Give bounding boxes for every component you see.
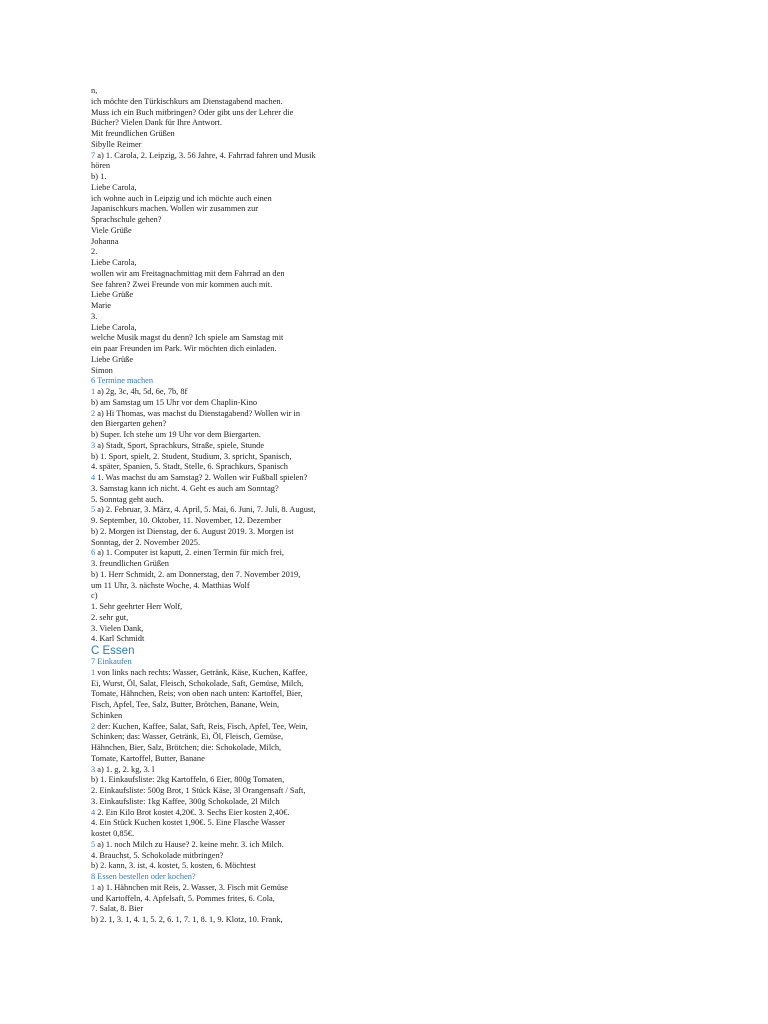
text-line [91,140,351,151]
line-text: a) Stadt, Sport, Sprachkurs, Straße, spiele, Stunde [95,440,265,450]
line-text: 4. Karl Schmidt [91,634,145,644]
subsection-heading [91,872,351,883]
text-line [91,161,351,172]
text-line [91,754,351,765]
text-line [91,851,351,862]
subsection-heading [91,657,351,668]
line-text: Bücher? Vielen Dank für Ihre Antwort. [91,118,222,128]
line-text: Liebe Grüße [91,290,134,300]
text-line [91,711,351,722]
exercise-number: 2 [91,408,96,418]
text-line [91,387,351,398]
exercise-number: 1 [91,667,96,677]
text-line [91,722,351,733]
line-text: Sibylle Reimer [91,139,142,149]
text-line [91,818,351,829]
exercise-number: 5 [91,839,96,849]
exercise-number: 4 [91,807,96,817]
text-line [91,269,351,280]
line-text: Hähnchen, Bier, Salz, Brötchen; die: Schokolade, Milch, [91,743,282,752]
line-text: b) 1. Sport, spielt, 2. Student, Studium, 3. spricht, Spanisch, [91,451,292,461]
line-text: 3. [91,311,98,321]
line-text: ein paar Freunden im Park. Wir möchten dich einladen. [91,344,277,353]
exercise-number: 2 [91,721,96,731]
text-line [91,613,351,624]
line-text: Liebe Carola, [91,258,137,267]
line-text: 1. Was machst du am Samstag? 2. Wollen wir Fußball spielen? [95,473,308,482]
subsection-title: 6 Termine machen [91,376,154,386]
text-line [91,97,351,108]
line-text: 9. September, 10. Oktober, 11. November, 12. Dezember [91,516,282,525]
text-line [91,280,351,291]
text-line [91,765,351,776]
text-line [91,581,351,592]
text-line [91,226,351,237]
text-line [91,904,351,915]
text-line [91,668,351,679]
text-line [91,861,351,872]
exercise-number: 6 [91,548,96,558]
text-line [91,797,351,808]
text-line [91,527,351,538]
text-line [91,559,351,570]
line-text: b) 1. Herr Schmidt, 2. am Donnerstag, den 7. November 2019, [91,569,301,579]
line-text: a) 1. g, 2. kg, 3. l [95,764,155,774]
text-line [91,538,351,549]
text-line [91,883,351,894]
section-heading: C Essen [91,645,135,657]
line-text: 2. [91,247,98,257]
text-line [91,247,351,258]
line-text: b) 2. 1, 3. 1, 4. 1, 5. 2, 6. 1, 7. 1, 8. 1, 9. Klotz, 10. Frank, [91,915,283,924]
text-line [91,602,351,613]
text-line [91,323,351,334]
text-line [91,215,351,226]
line-text: 3. Samstag kann ich nicht. 4. Geht es auch am Sonntag? [91,483,279,493]
line-text: b) am Samstag um 15 Uhr vor dem Chaplin-Kino [91,397,258,407]
line-text: 4. später, Spanien, 5. Stadt, Stelle, 6. Sprachkurs, Spanisch [91,462,288,472]
line-text: ich wohne auch in Leipzig und ich möchte auch einen [91,193,272,203]
text-line [91,172,351,183]
text-line [91,344,351,355]
exercise-number: 3 [91,764,96,774]
line-text: 7. Salat, 8. Bier [91,904,144,914]
line-text: ich möchte den Türkischkurs am Dienstagabend machen. [91,96,283,106]
line-text: wollen wir am Freitagnachmittag mit dem Fahrrad an den [91,268,285,278]
line-text: a) Hi Thomas, was machst du Dienstagabend? Wollen wir in [95,408,301,418]
line-text: b) 1. Einkaufsliste: 2kg Kartoffeln, 6 Eier, 800g Tomaten, [91,775,285,785]
line-text: Johanna [91,236,119,246]
text-line [91,473,351,484]
text-line [91,516,351,527]
text-line [91,151,351,162]
line-text: a) 2g, 3c, 4h, 5d, 6e, 7b, 8f [95,387,188,396]
line-text: 5. Sonntag geht auch. [91,494,164,504]
text-line [91,689,351,700]
line-text: Ei, Wurst, Öl, Salat, Fleisch, Schokolade, Saft, Gemüse, Milch, [91,678,304,688]
text-line [91,634,351,645]
text-line [91,398,351,409]
line-text: der: Kuchen, Kaffee, Salat, Saft, Reis, Fisch, Apfel, Tee, Wein, [95,721,308,731]
text-line [91,624,351,635]
text-line [91,183,351,194]
text-line [91,108,351,119]
line-text: um 11 Uhr, 3. nächste Woche, 4. Matthias Wolf [91,580,250,590]
line-text: Mit freundlichen Grüßen [91,129,175,138]
line-text: See fahren? Zwei Freunde von mir kommen auch mit. [91,279,273,289]
line-text: Sprachschule gehen? [91,215,162,224]
line-text: Simon [91,365,113,375]
text-line [91,430,351,441]
line-text: b) 2. kann, 3. ist, 4. kostet, 5. kosten, 6. Möchtest [91,861,256,871]
text-line [91,808,351,819]
line-text: Schinken [91,710,123,720]
text-line [91,333,351,344]
text-line [91,894,351,905]
line-text: Liebe Grüße [91,354,134,364]
line-text: den Biergarten gehen? [91,419,167,429]
exercise-number: 5 [91,505,96,515]
text-line [91,194,351,205]
text-line [91,237,351,248]
line-text: 2. Einkaufsliste: 500g Brot, 1 Stück Käse, 3l Orangensaft / Saft, [91,786,306,795]
line-text: a) 1. Carola, 2. Leipzig, 3. 56 Jahre, 4. Fahrrad fahren und Musik [95,150,316,160]
line-text: kostet 0,85€. [91,829,135,838]
exercise-number: 1 [91,882,96,892]
text-line [91,419,351,430]
text-line [91,452,351,463]
text-line [91,462,351,473]
text-line [91,118,351,129]
line-text: Muss ich ein Buch mitbringen? Oder gibt uns der Lehrer die [91,107,294,117]
text-line [91,366,351,377]
text-line [91,258,351,269]
text-line [91,129,351,140]
line-text: und Kartoffeln, 4. Apfelsaft, 5. Pommes frites, 6. Cola, [91,893,275,903]
line-text: Marie [91,301,111,310]
line-text: Schinken; das: Wasser, Getränk, Ei, Öl, Fleisch, Gemüse, [91,732,284,742]
line-text: 3. Vielen Dank, [91,623,144,633]
line-text: a) 1. Hähnchen mit Reis, 2. Wasser, 3. Fisch mit Gemüse [95,882,289,892]
text-line [91,743,351,754]
line-text: b) 2. Morgen ist Dienstag, der 6. August 2019. 3. Morgen ist [91,526,294,536]
text-line [91,570,351,581]
line-text: b) 1. [91,172,107,181]
line-text: 1. Sehr geehrter Herr Wolf, [91,602,183,611]
line-text: 3. Einkaufsliste: 1kg Kaffee, 300g Schokolade, 2l Milch [91,796,280,806]
line-text: 2. Ein Kilo Brot kostet 4,20€. 3. Sechs Eier kosten 2,40€. [95,807,290,817]
line-text: a) 1. Computer ist kaputt, 2. einen Termin für mich frei, [95,548,284,558]
line-text: 3. freundlichen Grüßen [91,559,169,568]
text-line [91,204,351,215]
text-line [91,86,351,97]
text-line [91,915,351,926]
text-line [91,591,351,602]
text-line [91,775,351,786]
exercise-number: 7 [91,150,96,160]
text-line [91,829,351,840]
line-text: 2. sehr gut, [91,612,129,622]
exercise-number: 3 [91,440,96,450]
text-line [91,548,351,559]
text-line [91,312,351,323]
text-line [91,441,351,452]
line-text: Fisch, Apfel, Tee, Salz, Butter, Brötchen, Banane, Wein, [91,700,280,709]
document-page [91,86,351,926]
text-line [91,732,351,743]
line-text: Tomate, Hähnchen, Reis; von oben nach unten: Kartoffel, Bier, [91,689,303,699]
line-text: 4. Brauchst, 5. Schokolade mitbringen? [91,850,224,860]
subsection-title: 8 Essen bestellen oder kochen? [91,872,196,881]
text-line [91,840,351,851]
text-line [91,484,351,495]
text-line [91,679,351,690]
text-line [91,409,351,420]
line-text: Viele Grüße [91,225,132,235]
text-line [91,495,351,506]
line-text: 4. Ein Stück Kuchen kostet 1,90€. 5. Eine Flasche Wasser [91,818,285,828]
subsection-heading [91,376,351,387]
text-line [91,786,351,797]
exercise-number: 4 [91,473,96,482]
line-text: welche Musik magst du denn? Ich spiele am Samstag mit [91,333,284,343]
subsection-title: 7 Einkaufen [91,657,132,666]
line-text: n, [91,86,98,95]
line-text: a) 2. Februar, 3. März, 4. April, 5. Mai, 6. Juni, 7. Juli, 8. August, [95,505,316,515]
line-text: b) Super. Ich stehe um 19 Uhr vor dem Biergarten. [91,430,261,439]
line-text: c) [91,591,98,601]
line-text: hören [91,161,111,171]
line-text: Sonntag, der 2. November 2025. [91,537,201,547]
exercise-number: 1 [91,387,96,396]
text-line [91,355,351,366]
line-text: Liebe Carola, [91,322,137,332]
text-line [91,505,351,516]
text-line [91,290,351,301]
line-text: Liebe Carola, [91,182,137,192]
text-line [91,700,351,711]
line-text: Japanischkurs machen. Wollen wir zusammen zur [91,204,259,214]
line-text: Tomate, Kartoffel, Butter, Banane [91,753,205,763]
line-text: von links nach rechts: Wasser, Getränk, Käse, Kuchen, Kaffee, [95,667,308,677]
text-line [91,301,351,312]
line-text: a) 1. noch Milch zu Hause? 2. keine mehr. 3. ich Milch. [95,839,284,849]
